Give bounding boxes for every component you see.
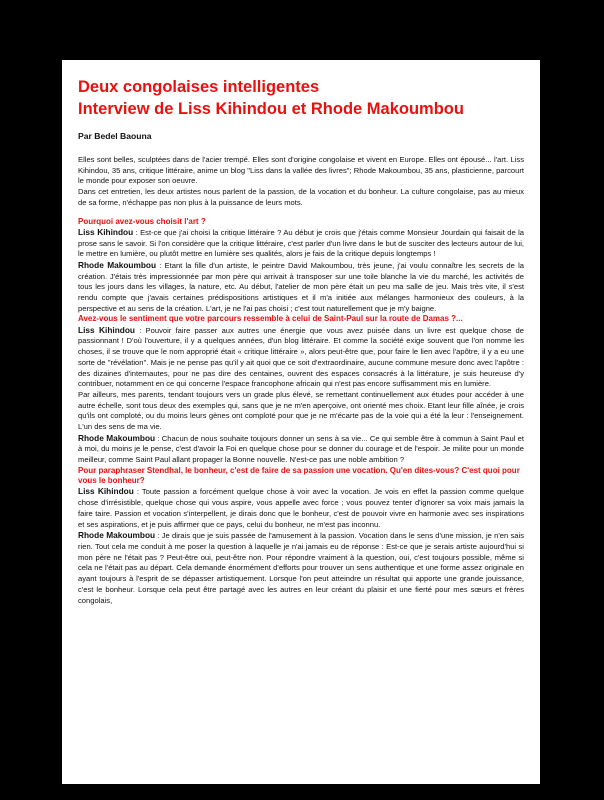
article — [78, 76, 524, 606]
answer-2-liss — [78, 325, 524, 390]
answer-1-liss — [78, 227, 524, 260]
title-line-2: Interview de Liss Kihindou et Rhode Makoumbou — [78, 100, 464, 118]
intro-paragraph-1: Elles sont belles, sculptées dans de l'acier trempé. Elles sont d'origine congolaise et vivent en Europe. Elles ont épousé... l'art. Liss Kihindou, 35 ans, critique littéraire, anime un blog "Liss dans la vallée des livres"; Rhode Makoumbou, 35 ans, plasticienne, parcourt le monde pour exposer son oeuvre. — [78, 155, 524, 186]
speaker-name: Rhode Makoumbou — [78, 530, 156, 541]
speaker-name: Liss Kihindou — [78, 324, 135, 335]
answer-2-liss-continued: Par ailleurs, mes parents, tendant toujours vers un grade plus élevé, se remettant continuellement aux études pour accéder à une autre échelle, sont tous deux des exemples qui, sans que je ne m'en aperçoive, ont orienté mes choix. Etant leur fille aînée, je crois qu'ils ont comploté, ou du moins leurs gènes ont comploté pour que je ne m'écarte pas de la voie qui a été la leur : l'enseignement. L'un des sens de ma vie. — [78, 389, 524, 432]
answer-text: : Toute passion a forcément quelque chose à voir avec la vocation. Je vois en effet la passion comme quelque chose d'irrésistible, quelque chose qui vous aspire, vous appelle avec force ; vous pouvez tenter d'ignorer sa voix mais jamais la faire taire. Passion et vocation s'interpellent, je dirais donc que le bonheur, c'est de pouvoir vivre en harmonie avec ses inspirations et ses aspirations, et je puis affirmer que ce pays, celui du bonheur, ne m'est pas inconnu. — [78, 487, 524, 529]
answer-text: : Je dirais que je suis passée de l'amusement à la passion. Vocation dans le sens d'une mission, je n'en sais rien. Tout cela me conduit à me poser la question à laquelle je n'ai jamais eu de réponse : Est-ce que je serais artiste aujourd'hui si mon père ne l'était pas ? Peut-être oui, peut-être non. Pour répondre vraiment à la question, oui, c'est toujours possible, même si cela ne l'était pas au départ. Cela demande énormément d'efforts pour trouver un sens authentique et une forme assez originale en ayant toujours à l'esprit de se dépasser artistiquement. Lorsque l'on peut atteindre un résultat qui apporte une grande jouissance, c'est le bonheur. Lorsque cela peut être partagé avec les autres en leur créant du plaisir et une fierté pour mes sœurs et frères congolais, — [78, 531, 524, 605]
question-2: Avez-vous le sentiment que votre parcours ressemble à celui de Saint-Paul sur la route de Damas ?... — [78, 314, 463, 324]
answer-text: : Pouvoir faire passer aux autres une énergie que vous avez puisée dans un livre est quelque chose de passionnant ! D'où l'ouverture, il y a quelques années, d'un blog littéraire. Et comme la société exige souvent que l'on nomme les choses, il se trouve que le nom approprié était « critique littéraire », alors peut-être que, pour faire le lien avec l'apôtre, il y a eu une sorte de ''révélation''. Mais je ne pense pas qu'il y ait quoi que ce soit d'extraordinaire, aucune commune mesure donc avec l'apôtre : des dizaines d'internautes, pour ne pas dire des centaines, ouvrent des espaces consacrés à la littérature, je suis heureuse d'y contribuer, notamment en ce qui concerne l'espace francophone africain qui n'est pas encore suffisamment mis en lumière. — [78, 325, 524, 389]
document-page — [62, 60, 540, 784]
article-title — [78, 76, 524, 120]
speaker-name: Rhode Makoumbou — [78, 259, 157, 270]
answer-1-rhode — [78, 260, 524, 315]
answer-text: : Etant la fille d'un artiste, le peintre David Makoumbou, très jeune, j'ai voulu connaître les secrets de la création. J'étais très impressionnée par mon père qui arrivait à transposer sur une toile blanche la vie du marché, les activités de tous les jours dans les villages, la nature, etc. Au début, l'atelier de mon père était un peu ma salle de jeu. Mais très vite, il s'est rendu compte que j'avais certaines prédispositions artistiques et il m'a initiée aux mélanges harmonieux des couleurs, à la perspective et au sens de la création. L'art, je ne l'ai pas choisi ; c'est tout naturellement que je m'y baigne. — [78, 260, 524, 313]
question-1: Pourquoi avez-vous choisit l'art ? — [78, 216, 206, 226]
answer-text: : Est-ce que j'ai choisi la critique littéraire ? Au début je crois que j'étais comme Monsieur Jourdain qui faisait de la prose sans le savoir. Si l'on considère que la critique littéraire, c'est parler d'un livre dans le but de susciter des lecteurs autour de lui, le mettre en lumière, ou plutôt mettre en lumière ses qualités, alors je fais de la critique depuis longtemps ! — [78, 227, 525, 259]
intro-paragraph-2: Dans cet entretien, les deux artistes nous parlent de la passion, de la vocation et du bonheur. La culture congolaise, pas au mieux de sa forme, n'échappe pas non plus à la puissance de leurs mots. — [78, 187, 524, 207]
question-3: Pour paraphraser Stendhal, le bonheur, c'est de faire de sa passion une vocation. Qu'en dites-vous? C'est quoi pour vous le bonheur? — [78, 465, 520, 486]
title-line-1: Deux congolaises intelligentes — [78, 78, 320, 96]
answer-text: : Chacun de nous souhaite toujours donner un sens à sa vie... Ce qui semble être à commun à Saint Paul et à moi, du moins je le pense, c'est d'avoir la Foi en quelque chose pour se donner du courage et de l'espoir. Je milite pour un monde meilleur, comme Saint Paul allant propager la Bonne nouvelle. N'est-ce pas une noble ambition ? — [78, 433, 524, 465]
answer-3-rhode — [78, 530, 524, 606]
speaker-name: Liss Kihindou — [78, 226, 134, 237]
byline: Par Bedel Baouna — [78, 131, 152, 141]
speaker-name: Liss Kihindou — [78, 486, 134, 497]
answer-3-liss — [78, 486, 524, 530]
speaker-name: Rhode Makoumbou — [78, 432, 156, 443]
answer-2-rhode — [78, 433, 524, 466]
